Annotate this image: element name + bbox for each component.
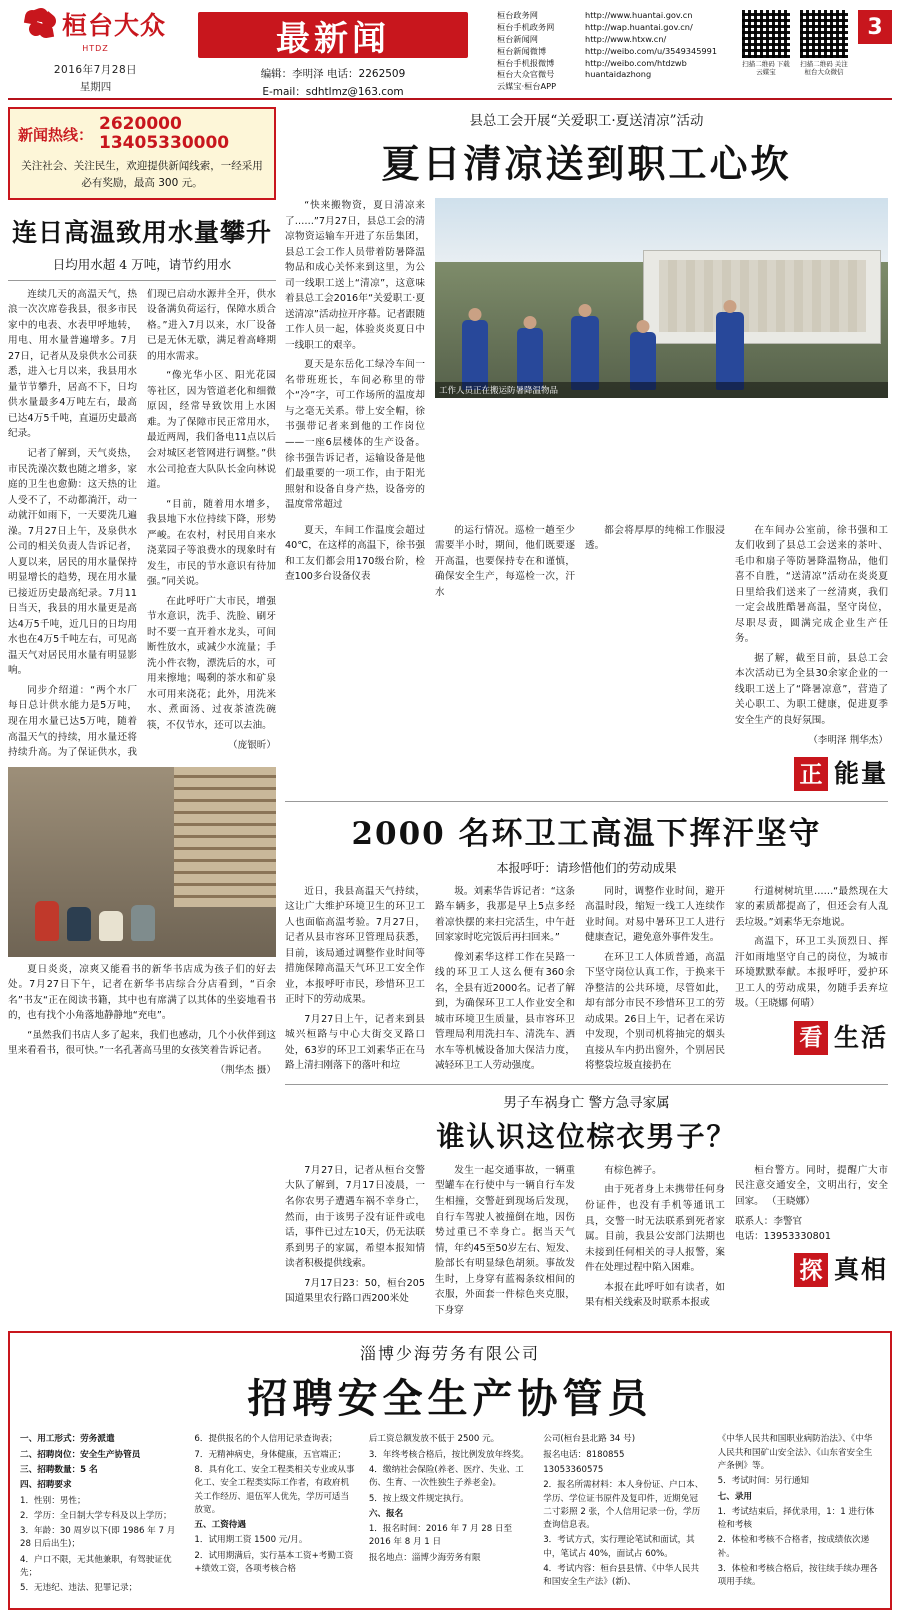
- ad-line: 报名地点：淄博少海劳务有限: [368, 1552, 481, 1563]
- stamp-char: 看: [794, 1021, 828, 1055]
- qr-code-image: [742, 10, 790, 58]
- editor-line: 编辑：李明泽 电话：2262509: [260, 68, 406, 80]
- truth-stamp: [735, 1250, 888, 1291]
- photo-person: [99, 911, 123, 941]
- paragraph: 同步介绍道：“两个水厂每日总计供水能力是5万吨，现在用水量已达5万吨，随着高温天气的持续，用水量还将持续升高。为了保证供水，我们现已启动水源井全开，供水设备满负荷运行，保障水质合格。”进入7月以来，水厂设备已是无休无歇，满足着高峰期的用水需求。: [8, 288, 276, 759]
- photo-caption: 工作人员正在搬运防暑降温物品: [435, 382, 888, 398]
- paragraph: 由于死者身上未携带任何身份证件，也没有手机等通讯工具，交警一时无法联系到死者家属。目前，我县公安部门法期也未接到任何相关的寻人报警，案件在处理过程中陷入困难。: [585, 1184, 725, 1274]
- photo-worker: [462, 320, 488, 390]
- ad-line: 5．无违纪、违法、犯罪记录；: [20, 1583, 138, 1594]
- photo-worker: [716, 312, 744, 390]
- link-label: 桓台新闻网: [497, 33, 538, 44]
- ad-line: 1．性别：男性；: [20, 1495, 86, 1506]
- link-label: 桓台手机政务网: [497, 21, 555, 32]
- center-col-5: [735, 523, 888, 795]
- link-row: [497, 34, 742, 46]
- link-url[interactable]: http://weibo.com/u/3549345991: [585, 45, 718, 56]
- link-row: [497, 58, 742, 70]
- photo-person: [67, 907, 91, 941]
- divider: [285, 1084, 888, 1085]
- link-url[interactable]: http://www.huantai.gov.cn: [585, 10, 693, 20]
- section-title-block: [183, 6, 483, 102]
- ad-line: 公司(桓台县北路 34 号): [543, 1434, 636, 1445]
- center-col-1: [285, 198, 425, 517]
- accident-col-2: [435, 1163, 575, 1322]
- paragraph: 行道树树坑里……“最然现在大家的素质都提高了，但还会有人乱丢垃圾。”刘素华无奈地说。: [735, 885, 888, 928]
- content-grid: [8, 107, 892, 1322]
- paragraph: 夏天是东岳化工绿冷车间一名带班班长，车间必称里的带个“冷”字，可工作场所的温度却与之毫无关系。带上安全帽，徐书强带记者来到他的工作岗位——一座6层楼体的生产设备。徐书强告诉记者，运输设备是他们最重要的一项工作，由于阳光照射和设备自身产热，设备旁的温度常常超过: [285, 359, 425, 511]
- sanitation-col-2: [435, 884, 575, 1078]
- left-article-signature: （庞银昕）: [228, 739, 276, 751]
- sanitation-callout: 本报呼吁：请珍惜他们的劳动成果: [496, 860, 677, 875]
- paragraph: “像光华小区、阳光花园等社区，因为管道老化和细微原因，经常导致饮用上水困难。为了保障市民正常用水，最近两周，我们备电11点以后会对城区老管网进行调整。”供水公司抢查大队队长金向林说道。: [147, 370, 276, 491]
- paragraph: 在车间办公室前，徐书强和工友们收到了县总工会送来的茶叶、毛巾和扇子等防暑降温物品，他们喜不自胜，“送清凉”活动在炎炎夏日里给我们送来了一丝清爽，我们一定会战胜酷暑高温，坚守岗位，尽职尽责，圆满完成企业生产任务。: [735, 524, 888, 645]
- paragraph: 的运行情况。巡检一趟至少需要半小时，期间，他们既要逐开高温，也要保持专在和谨慎，确保安全生产，每巡检一次，汗水: [435, 524, 575, 598]
- link-row: [497, 10, 742, 22]
- ad-line: 5．按上级文件规定执行。: [368, 1493, 469, 1504]
- stamp-word: 能量: [833, 759, 888, 789]
- hotline-label: 新闻热线：: [18, 125, 94, 144]
- hotline-row: [18, 115, 266, 153]
- logo-row: [25, 6, 166, 42]
- qr-codes: [742, 6, 848, 77]
- divider: [285, 801, 888, 802]
- section-title: [198, 12, 468, 58]
- photo-worker-head: [723, 300, 736, 313]
- ad-title: 招聘安全生产协管员: [247, 1375, 653, 1423]
- ad-line: 2．试用期满后，实行基本工资+考勤工资+绩效工资，各项考核合格: [194, 1550, 354, 1575]
- hotline-description: 关注社会、关注民生，欢迎提供新闻线索，一经采用必有奖励，最高 300 元。: [21, 160, 263, 189]
- photo-person: [131, 905, 155, 941]
- ad-line: 4．考试内容：桓台县县情、《中华人民共和国安全生产法》(新)、: [543, 1564, 700, 1588]
- center-article-top: [285, 198, 888, 517]
- ad-column-3: [369, 1433, 531, 1597]
- photo-worker: [517, 328, 543, 390]
- paragraph: 圾。刘素华告诉记者：“这条路车辆多，我那是早上5点多经着凉快摆的来扫完活生，中午赶回家家时吃完饭后再扫回来。”: [435, 885, 575, 944]
- paragraph: 记者了解到，天气炎热，市民洗澡次数也随之增多，家庭的卫生也愈勤：这天热的让人受不了，不动都淌汗，动一动就汗如雨下，一天要洗几遍澡。7月27日上午，及泉供水公司的相关负责人告诉记者，人夏以来，居民的用水量保持明显增长的趋势，现在用水量已接近历史最高纪录。7月11日当天，我县的用水量更是高达4万5千吨，近几日的日均用水也在4万5千吨左右，可见高温天气对居民用水量有明显影响。: [8, 447, 137, 677]
- link-url[interactable]: http://www.htxw.cn/: [585, 33, 667, 44]
- ad-line: 5．考试时间：另行通知: [717, 1476, 810, 1487]
- qr-wechat: [800, 10, 848, 77]
- ad-line: 四、招聘要求: [20, 1480, 72, 1491]
- flower-logo-icon: [25, 8, 57, 40]
- photo-worker-head: [469, 308, 482, 321]
- accident-contact-phone: 电话：13953330801: [735, 1230, 831, 1242]
- link-row: [497, 69, 742, 81]
- photo-bookshelf: [174, 767, 276, 908]
- center-article-signature: （李明泽 荆华杰）: [808, 734, 888, 746]
- link-row: [497, 81, 742, 93]
- stamp-char: 探: [794, 1253, 828, 1287]
- paragraph: 像刘素华这样工作在吴路一线的环卫工人这么便有360余名，全县有近2000名。记者了解到，为确保环卫工人作业安全和城市环境卫生质量，县市容环卫管理局利用洗扫车、清洗车、洒水车等机械设备加大保洁力度，减轻环卫工人劳动强度。: [435, 951, 575, 1072]
- accident-col-1: [285, 1163, 425, 1322]
- photo-truck: [643, 250, 881, 344]
- email-line: E-mail：sdhtlmz@163.com: [262, 85, 404, 98]
- ad-line: 4．缴纳社会保险(养老、医疗、失业、工伤、生育、一次性独生子养老金)。: [368, 1464, 524, 1489]
- paragraph: 高温下，环卫工头顶烈日、挥汗如雨地坚守自己的岗位，为城市环境默默奉献。本报呼吁，爱护环卫工人的劳动成果，勿随手丢弃垃圾。（王晓娜 何晴）: [735, 936, 888, 1010]
- center-col-3: [435, 523, 575, 795]
- stamp-word: 真相: [833, 1255, 888, 1285]
- ad-line: 3．考试方式，实行理论笔试和面试，其中，笔试占 40%，面试占 60%。: [543, 1535, 695, 1559]
- issue-date: 2016年7月28日: [53, 64, 138, 76]
- left-column: [8, 107, 276, 1322]
- ad-line: 七、录用: [717, 1491, 753, 1502]
- link-label: 桓台新闻微博: [497, 45, 547, 56]
- ad-line: 8．具有化工、安全工程类相关专业或从事化工、安全工程类实际工作者，有政府机关工作经历、退伍军人优先，学历可适当放宽。: [194, 1464, 355, 1515]
- sanitation-col-3: [585, 884, 725, 1078]
- ad-line: 2．体检和考核不合格者，按成绩依次递补。: [717, 1535, 870, 1559]
- accident-col-3: [585, 1163, 725, 1322]
- ad-line: 13053360575: [543, 1464, 604, 1475]
- link-label: 桓台手机报微博: [497, 57, 555, 68]
- link-label: 云媒宝·桓台APP: [497, 81, 557, 92]
- sanitation-body: [285, 884, 888, 1078]
- ad-line: 三、招聘数量：5 名: [20, 1464, 98, 1475]
- caption-line: 夏日炎炎，凉爽又能看书的新华书店成为孩子们的好去处。7月27日下午，记者在新华书店综合分店看到，“百余名”书友“正在阅读书籍，其中也有席满了以其体的坐姿地看书的，也有找个小角落地静静地“充电”。: [8, 963, 276, 1022]
- center-photo-wrap: [435, 198, 888, 517]
- ad-line: 6．提供报名的个人信用记录查询表；: [194, 1434, 338, 1445]
- caption-line: “虽然我们书店人多了起来，我们也感动，几个小伙伴到这里来看看书，很可快。”一名孔著高马里的女孩笑着告诉记者。: [8, 1029, 276, 1057]
- paragraph: 连续几天的高温天气，热浪一次次席卷我县，很多市民家中的电表、水表甲呼地转，用电、用水量普遍增多。7月27日，记者从及泉供水公司获悉，进入七月以来，我县用水量节节攀升，居高不下，日均供水量最多4万吨左右，最高已达4万5千吨，直逼历史最高纪录。: [8, 288, 137, 440]
- ad-company-name: 淄博少海劳务有限公司: [359, 1344, 540, 1364]
- accident-headline: 谁认识这位棕衣男子？: [436, 1119, 737, 1153]
- accident-contact-name: 联系人：李警官: [735, 1215, 803, 1227]
- qr-code-image: [800, 10, 848, 58]
- paragraph: 有棕色裤子。: [604, 1164, 662, 1176]
- right-area: [285, 107, 888, 1322]
- qr-caption: 扫描二维码 下载云媒宝: [742, 60, 790, 77]
- sanitation-col-1: [285, 884, 425, 1078]
- ad-line: 1．报名时间：2016 年 7 月 28 日至 2016 年 8 月 1 日: [368, 1524, 513, 1548]
- ad-column-1: [20, 1433, 182, 1597]
- ad-column-5: [718, 1433, 880, 1597]
- paragraph: “目前，随着用水增多，我县地下水位持续下降，形势严峻。在农村，村民用自来水浇菜园子等浪费水的现象时有发生，市民的节水意识有待加强。”同关说。: [147, 498, 276, 588]
- ad-line: 一、用工形式：劳务派遣: [20, 1434, 115, 1445]
- section-title-text: 最新闻: [276, 18, 390, 59]
- ad-line: 《中华人民共和国职业病防治法》、《中华人民共和国矿山安全法》、《山东省安全生产条例》等。: [717, 1434, 873, 1471]
- stamp-word: 生活: [833, 1022, 888, 1052]
- center-col-2: [285, 523, 425, 795]
- paper-logo: [8, 6, 183, 94]
- summer-cooling-photo: [435, 198, 888, 398]
- paper-name: 桓台大众: [61, 11, 166, 40]
- center-article-headline: 夏日清凉送到职工心坎: [381, 141, 792, 186]
- paragraph: 7月27日，记者从桓台交警大队了解到，7月17日凌晨，一名你农男子遭遇车祸不幸身亡，然而，由于该男子没有证件或电话，事件已过左10天，仍无法联系到男子的家属，希望本报知情读者积极提供线索。: [285, 1164, 425, 1270]
- photo-worker: [571, 316, 599, 390]
- qr-caption: 扫描二维码 关注桓台大众微信: [800, 60, 848, 77]
- issue-weekday: 星期四: [79, 81, 112, 93]
- recruitment-ad: [8, 1331, 892, 1609]
- qr-app: [742, 10, 790, 77]
- ad-column-2: [194, 1433, 356, 1597]
- link-url[interactable]: http://wap.huantai.gov.cn/: [585, 21, 693, 32]
- link-label: 桓台大众官微号: [497, 69, 555, 80]
- ad-line: 六、报名: [368, 1508, 404, 1519]
- center-article-bottom: [285, 523, 888, 795]
- link-url[interactable]: huantaidazhong: [585, 69, 652, 80]
- masthead: [8, 0, 892, 100]
- paper-sub: HTDZ: [82, 44, 109, 53]
- bookstore-photo: [8, 767, 276, 957]
- positive-energy-stamp: [735, 754, 888, 795]
- photo-person: [35, 901, 59, 941]
- paragraph: 同时，调整作业时间，避开高温时段，缩短一线工人连续作业时间。对易中暑环卫工人进行健康查记，避免意外事件发生。: [585, 885, 725, 944]
- bookstore-photo-caption: [8, 962, 276, 1079]
- link-label: 桓台政务网: [497, 10, 538, 20]
- sanitation-col-4: [735, 884, 888, 1078]
- accident-body: [285, 1163, 888, 1322]
- paragraph: “快来搬物资，夏日清凉来了……”7月27日，县总工会的清凉物资运输车开进了东岳集团，县总工会工作人员带着防暑降温物品和成心关怀来到这里，为公司一线职工送上“清凉”，这意味着县总工会2016年“关爱职工·夏送清凉”活动拉开序幕。记者跟随工作人员一起，体验炎炎夏日中一线职工的艰辛。: [285, 200, 425, 351]
- sanitation-headline: 2000 名环卫工高温下挥汗坚守: [351, 815, 822, 852]
- ad-line: 后工资总额发放不低于 2500 元。: [368, 1434, 500, 1445]
- ad-line: 4．户口不限，无其他兼职，有驾驶证优先；: [20, 1554, 172, 1579]
- see-life-stamp: [735, 1018, 888, 1059]
- link-row: [497, 22, 742, 34]
- link-row: [497, 46, 742, 58]
- ad-columns: [20, 1433, 880, 1597]
- paragraph: 在此呼吁广大市民，增强节水意识，洗手、洗脸、刷牙时不要一直开着水龙头，可间断性放水，或减少水流量；手洗小件衣物，漂洗后的水，可用来擦地；喝剩的茶水和矿泉水可用来浇花；此外，用洗米水、煮面汤、过夜茶渣洗碗筷，不仅节水，还可以去油。: [147, 595, 276, 731]
- paragraph: 本报在此呼吁如有读者，如果有相关线索及时联系本报或: [585, 1281, 725, 1309]
- center-article-kicker: 县总工会开展“关爱职工·夏送清凉”活动: [469, 113, 704, 129]
- ad-line: 3．年龄：30 周岁以下(即 1986 年 7 月 28 日后出生)；: [20, 1526, 176, 1550]
- paragraph: 据了解，截至目前，县总工会本次活动已为全县30余家企业的一线职工送上了“降暑凉意”，营造了关心职工、为职工健康，促进夏季安全生产的良好氛围。: [735, 652, 888, 726]
- left-article-headline: 连日高温致用水量攀升: [11, 217, 272, 247]
- paragraph: 夏天，车间工作温度会超过40℃，在这样的高温下，徐书强和工友们都会用170级台阶，检查100多台设备仪表: [285, 524, 425, 583]
- hotline-numbers: [99, 115, 229, 153]
- photo-worker-head: [578, 304, 591, 317]
- ad-line: 1．试用期工资 1500 元/月。: [194, 1535, 308, 1546]
- left-article-body: [8, 287, 276, 761]
- ad-line: 2．学历：全日制大学专科及以上学历；: [20, 1510, 172, 1521]
- left-article-subhead: 日均用水超 4 万吨，请节约用水: [52, 256, 232, 272]
- photo-worker-head: [636, 320, 649, 333]
- official-links: [483, 6, 742, 93]
- stamp-char: 正: [794, 757, 828, 791]
- paragraph: 7月17日23：50，桓台205国道果里农行路口西200米处: [285, 1277, 425, 1305]
- photo-worker-head: [523, 316, 536, 329]
- ad-line: 二、招聘岗位：安全生产协管员: [20, 1449, 141, 1460]
- divider: [8, 280, 276, 281]
- accident-kicker: 男子车祸身亡 警方急寻家属: [503, 1094, 670, 1111]
- page-number: 3: [858, 10, 892, 44]
- photo-signature: （荆华杰 摄）: [215, 1064, 276, 1076]
- paragraph: 7月27日上午，记者来到县城兴桓路与中心大街交叉路口处，63岁的环卫工刘素华正在马路上清扫刚落下的落叶和垃: [285, 1013, 425, 1072]
- accident-col-4: [735, 1163, 888, 1322]
- ad-line: 2．报名所需材料：本人身份证、户口本、学历、学位证书原件及复印件，近期免冠二寸彩照 2 张，个人信用记录一份，学历查询信息表。: [543, 1480, 704, 1531]
- ad-line: 7．无精神病史，身体健康，五官端正；: [194, 1449, 346, 1460]
- news-hotline-box: [8, 107, 276, 200]
- ad-column-4: [543, 1433, 705, 1597]
- paragraph: 桓台警方。同时，提醒广大市民注意交通安全，文明出行，安全回家。 （王晓娜）: [735, 1164, 888, 1207]
- link-url[interactable]: http://weibo.com/htdzwb: [585, 57, 687, 68]
- center-col-4: [585, 523, 725, 795]
- paragraph: 都会将厚厚的纯棉工作服浸透。: [585, 524, 725, 552]
- hotline-number-2: 13405330000: [99, 133, 230, 154]
- ad-line: 1．考试结束后，择优录用，1：1 进行体检和考核: [717, 1506, 875, 1531]
- ad-line: 五、工资待遇: [194, 1520, 246, 1531]
- paragraph: 近日，我县高温天气持续，这让广大维护环境卫生的环卫工人也面临高温考验。7月27日，记者从县市容环卫管理局获悉，目前，该局通过调整作业时间等措施保障高温天气环卫工安全作业，本报呼吁市民，珍惜环卫工正时下的劳动成果。: [285, 885, 425, 1006]
- editor-info: [261, 66, 406, 102]
- ad-line: 3．年终考核合格后，按比例发放年终奖。: [368, 1449, 529, 1460]
- paragraph: 发生一起交通事故，一辆重型罐车在行使中与一辆自行车发生相撞，交警赶到现场后发现，自行车驾驶人被撞倒在地，因伤势过重已不幸身亡。据当天气情，年约45至50岁左右、短发、脸部长有明显绿色胡须。事故发生时，上身穿有蓝褐条纹相间的衣服，外面套一件棕色夹克服，下身穿: [435, 1164, 575, 1316]
- paragraph: 在环卫工人体质普通，高温下坚守岗位认真工作，于换来干净整洁的公共环境，尽管如此，却有部分市民不珍惜环卫工的劳动成果。26日上午，记者在采访中发现，个别司机将抽完的烟头直接从车内扔出窗外，个别居民将整袋垃圾直接扔在: [585, 951, 725, 1072]
- hotline-number-1: 2620000: [99, 114, 182, 134]
- ad-line: 报名电话：8180855: [543, 1449, 625, 1460]
- ad-line: 3．体检和考核合格后，按往续手续办理各项用手续。: [717, 1564, 878, 1588]
